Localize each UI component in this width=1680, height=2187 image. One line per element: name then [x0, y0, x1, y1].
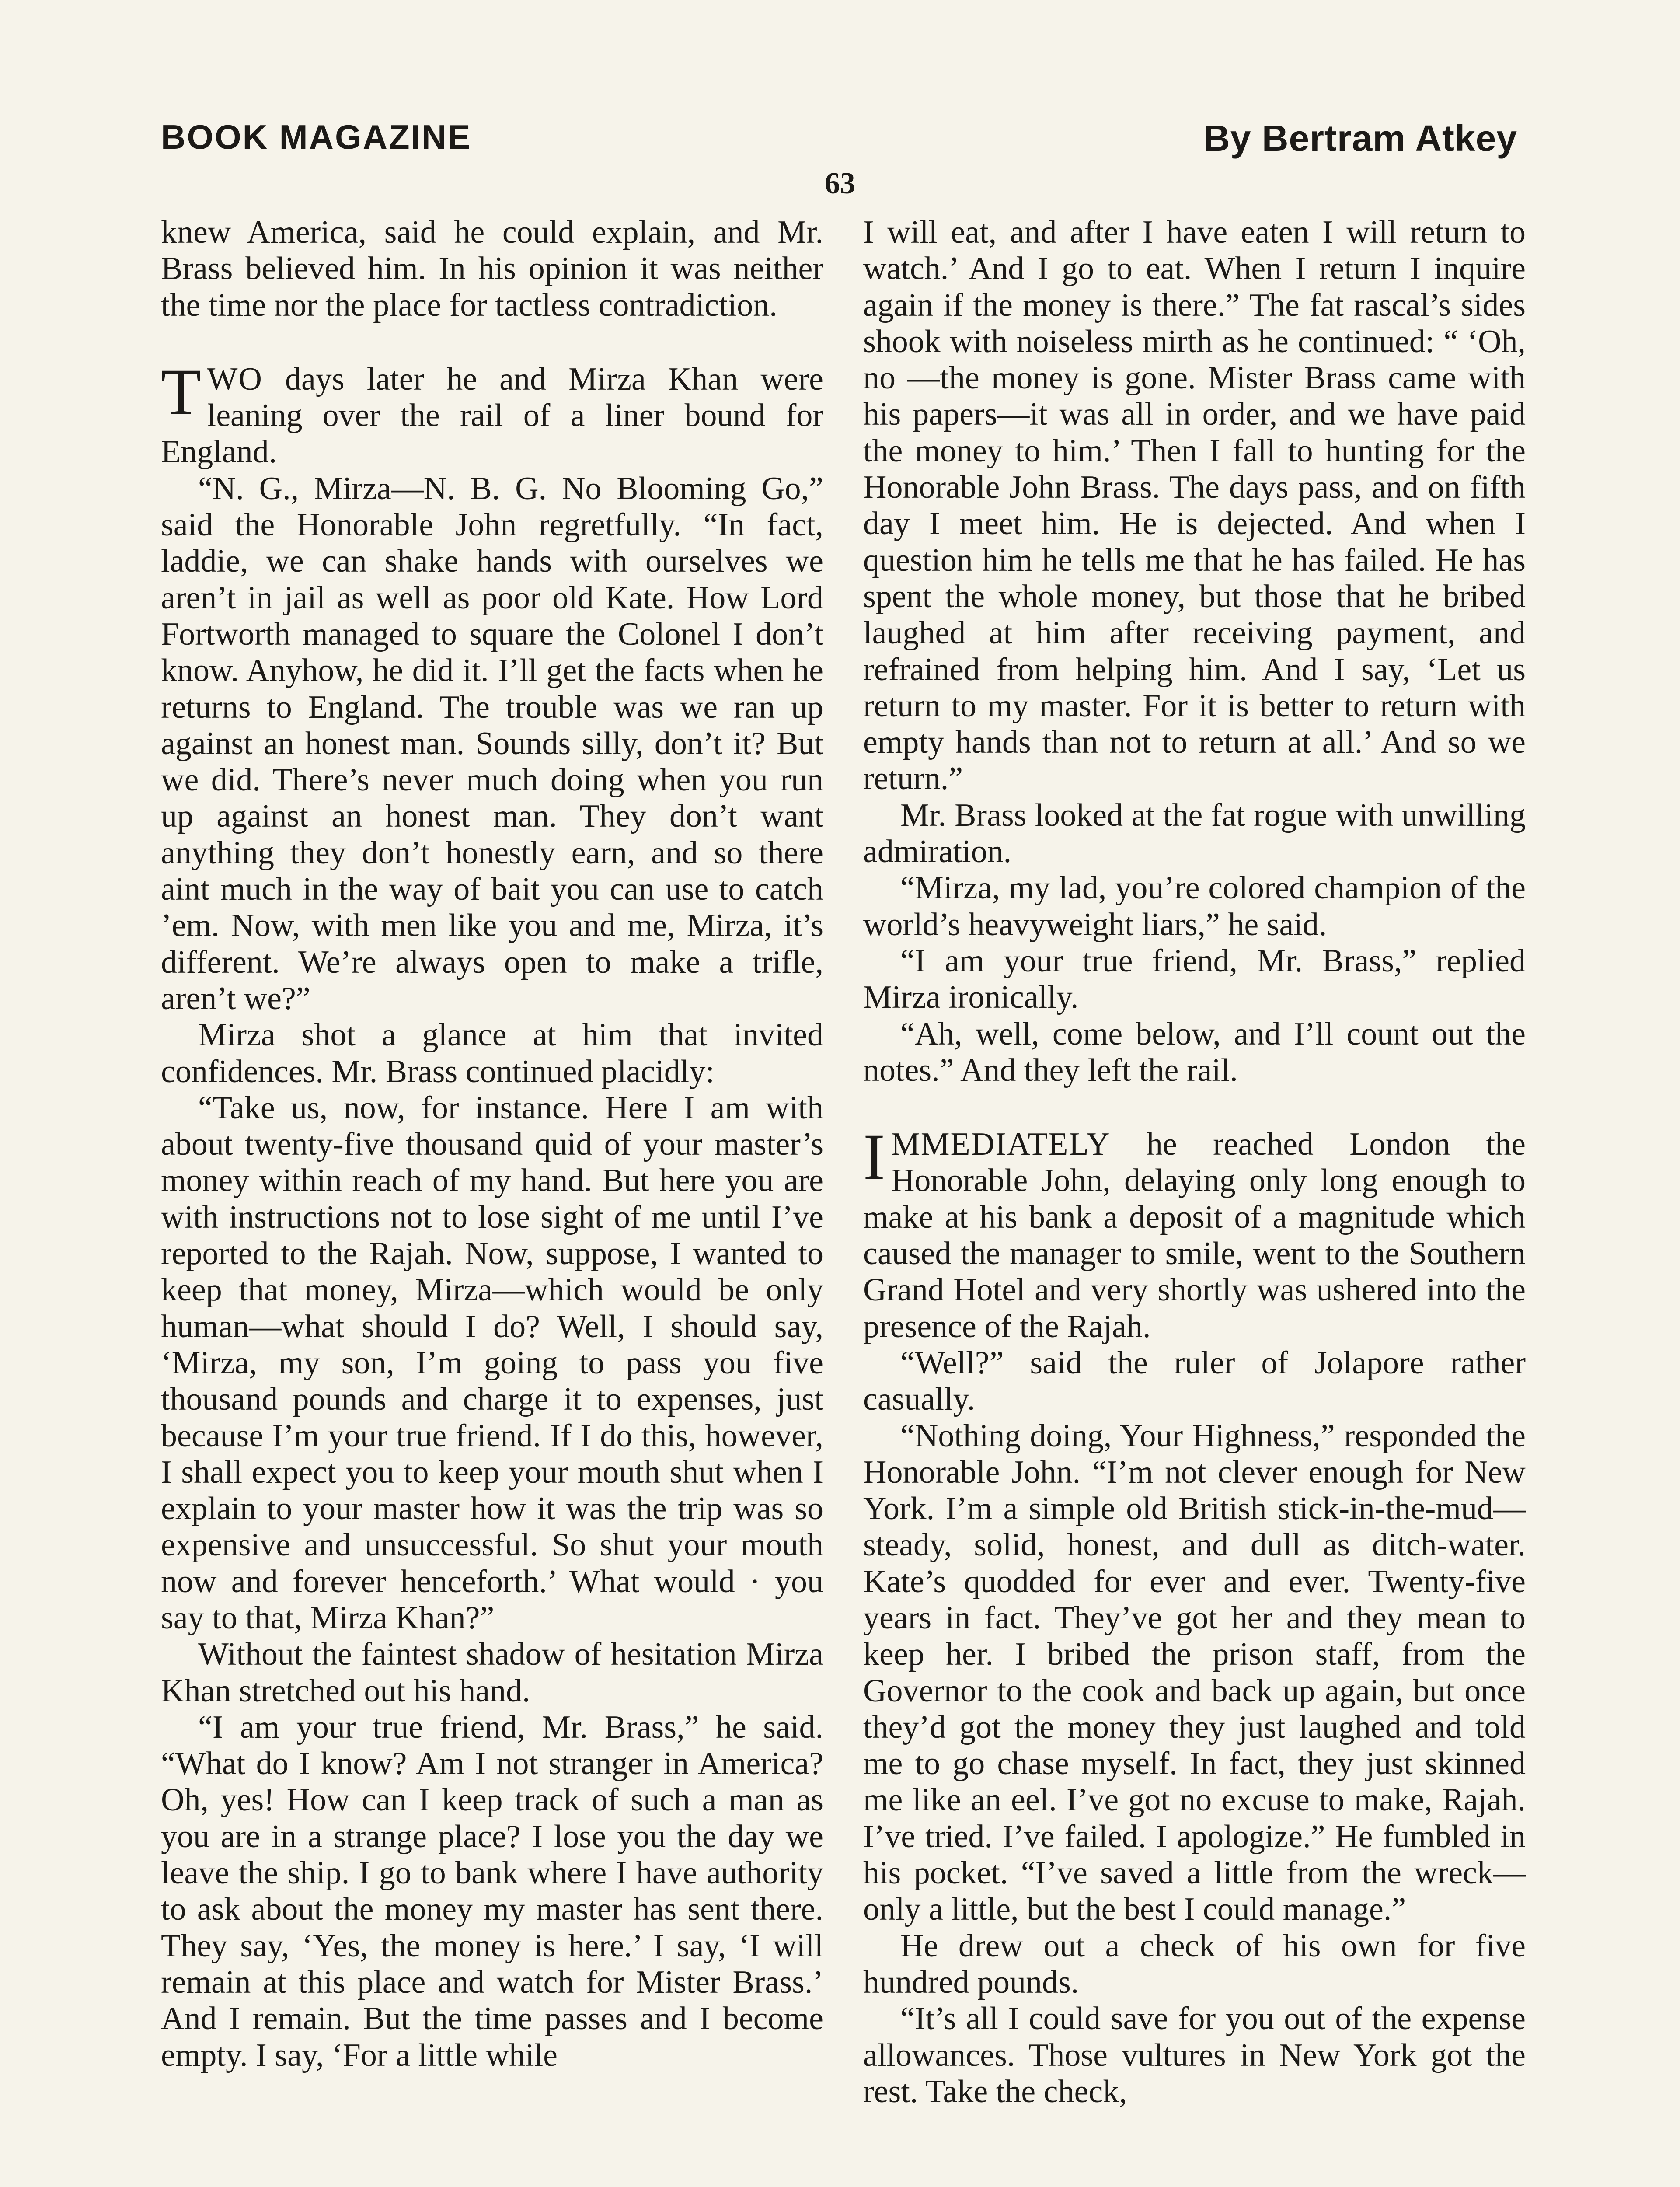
drop-cap: T: [161, 355, 201, 428]
paragraph-text: days later he and Mirza Khan were leaning over the rail of a liner bound for England.: [161, 361, 823, 470]
running-header-author: By Bertram Atkey: [1203, 118, 1517, 159]
paragraph: Mirza shot a glance at him that invited confidences. Mr. Brass continued placidly:: [161, 1017, 823, 1090]
paragraph: knew America, said he could explain, and Mr. Brass believed him. In his opinion it was neither the time nor the place for tactless contradiction.: [161, 214, 823, 323]
paragraph: I will eat, and after I have eaten I will return to watch.’ And I go to eat. When I return I inquire again if the money is there.” The fat rascal’s sides shook with noiseless mirth as he continued: “ ‘Oh, no —the money is gone. Mister Brass came with his papers—it was all in order, and we have paid the money to him.’ Then I fall to hunting for the Honorable John Brass. The days pass, and on fifth day I meet him. He is dejected. And when I question him he tells me that he has failed. He has spent the whole money, but those that he bribed laughed at him after receiving payment, and refrained from helping him. And I say, ‘Let us return to my master. For it is better to return with empty hands than not to return at all.’ And so we return.”: [863, 214, 1526, 797]
small-caps-lead: WO: [207, 361, 263, 397]
paragraph: He drew out a check of his own for five hundred pounds.: [863, 1928, 1526, 2000]
running-header-magazine: BOOK MAGAZINE: [161, 118, 472, 156]
paragraph: Without the faintest shadow of hesitation Mirza Khan stretched out his hand.: [161, 1636, 823, 1709]
section-opening-paragraph: [863, 1121, 1526, 1345]
paragraph: “I am your true friend, Mr. Brass,” he said. “What do I know? Am I not stranger in America? Oh, yes! How can I keep track of such a man as you are in a strange place? I lose you the day we leave the ship. I go to bank where I have authority to ask about the money my master has sent there. They say, ‘Yes, the money is here.’ I say, ‘I will remain at this place and watch for Mister Brass.’ And I remain. But the time passes and I become empty. I say, ‘For a little while: [161, 1709, 823, 2073]
paragraph: “I am your true friend, Mr. Brass,” replied Mirza ironically.: [863, 943, 1526, 1016]
small-caps-lead: MMEDIATELY: [891, 1126, 1111, 1163]
drop-cap: I: [863, 1121, 885, 1194]
section-opening-paragraph: [161, 355, 823, 471]
paragraph: “Take us, now, for instance. Here I am with about twenty-five thousand quid of your master’s money within reach of my hand. But here you are with instructions not to lose sight of me until I’ve reported to the Rajah. Now, suppose, I wanted to keep that money, Mirza—which would be only human—what should I do? Well, I should say, ‘Mirza, my son, I’m going to pass you five thousand pounds and charge it to expenses, just because I’m your true friend. If I do this, however, I shall expect you to keep your mouth shut when I explain to your master how it was the trip was so expensive and unsuccessful. So shut your mouth now and forever henceforth.’ What would · you say to that, Mirza Khan?”: [161, 1090, 823, 1636]
paragraph: “Well?” said the ruler of Jolapore rather casually.: [863, 1345, 1526, 1418]
paragraph-text: he reached London the Honorable John, delaying only long enough to make at his bank a deposit of a magnitude which caused the manager to smile, went to the Southern Grand Hotel and very shortly was ushered into the presence of the Rajah.: [863, 1126, 1526, 1345]
paragraph: “Ah, well, come below, and I’ll count out the notes.” And they left the rail.: [863, 1016, 1526, 1088]
paragraph: “It’s all I could save for you out of the expense allowances. Those vultures in New York got the rest. Take the check,: [863, 2001, 1526, 2110]
left-text-column: [161, 214, 823, 2074]
paragraph: “Nothing doing, Your Highness,” responded the Honorable John. “I’m not clever enough for New York. I’m a simple old British stick-in-the-mud—steady, solid, honest, and dull as ditch-water. Kate’s quodded for ever and ever. Twenty-five years in fact. They’ve got her and they mean to keep her. I bribed the prison staff, from the Governor to the cook and back up again, but once they’d got the money they just laughed and told me to go chase myself. In fact, they just skinned me like an eel. I’ve got no excuse to make, Rajah. I’ve tried. I’ve failed. I apologize.” He fumbled in his pocket. “I’ve saved a little from the wreck—only a little, but the best I could manage.”: [863, 1418, 1526, 1928]
paragraph: Mr. Brass looked at the fat rogue with unwilling admiration.: [863, 797, 1526, 870]
paragraph: “N. G., Mirza—N. B. G. No Blooming Go,” said the Honorable John regretfully. “In fact, laddie, we can shake hands with ourselves we aren’t in jail as well as poor old Kate. How Lord Fortworth managed to square the Colonel I don’t know. Anyhow, he did it. I’ll get the facts when he returns to England. The trouble was we ran up against an honest man. Sounds silly, don’t it? But we did. There’s never much doing when you run up against an honest man. They don’t want anything they don’t honestly earn, and so there aint much in the way of bait you can use to catch ’em. Now, with men like you and me, Mirza, it’s different. We’re always open to make a trifle, aren’t we?”: [161, 470, 823, 1017]
page-number: 63: [825, 167, 855, 200]
right-text-column: [863, 214, 1526, 2110]
paragraph: “Mirza, my lad, you’re colored champion of the world’s heavyweight liars,” he said.: [863, 870, 1526, 943]
